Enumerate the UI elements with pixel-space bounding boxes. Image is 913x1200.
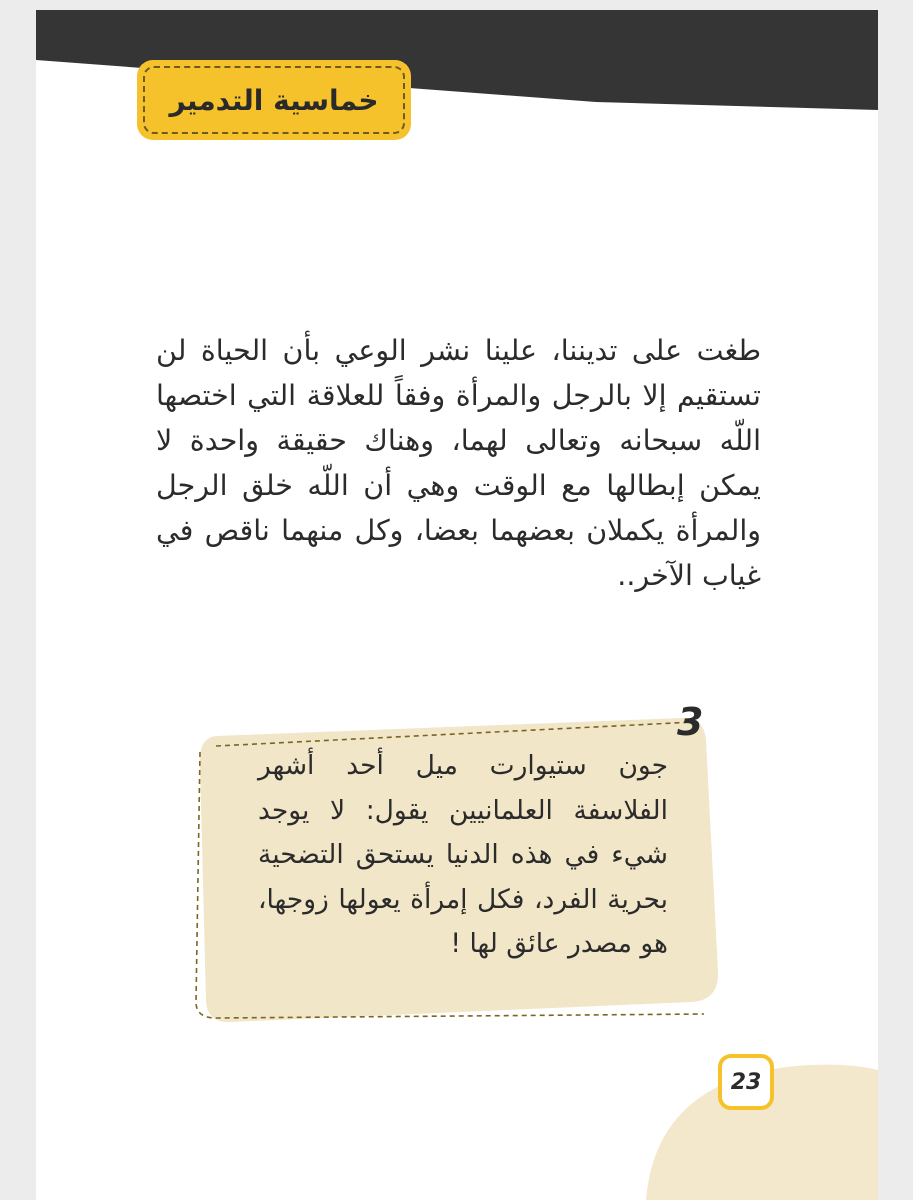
book-page [36, 10, 878, 1200]
quote-text: جون ستيوارت ميل أحد أشهر الفلاسفة العلمانيين يقول: لا يوجد شيء في هذه الدنيا يستحق التضحية بحرية الفرد، فكل إمرأة يعولها زوجها، هو مصدر عائق لها ! [258, 750, 668, 959]
body-paragraph: طغت على تديننا، علينا نشر الوعي بأن الحياة لن تستقيم إلا بالرجل والمرأة وفقاً للعلاقة التي اختصها اللّه سبحانه وتعالى لهما، وهناك حقيقة واحدة لا يمكن إبطالها مع الوقت وهي أن اللّه خلق الرجل والمرأة يكملان بعضهما بعضا، وكل منهما ناقص في غياب الآخر.. [156, 334, 761, 592]
quote-number: 3 [677, 700, 704, 744]
quote-box [194, 702, 724, 1032]
chapter-title-badge [137, 60, 411, 140]
page-number-badge: 23 [718, 1054, 774, 1110]
chapter-title: خماسية التدمير [143, 66, 405, 134]
